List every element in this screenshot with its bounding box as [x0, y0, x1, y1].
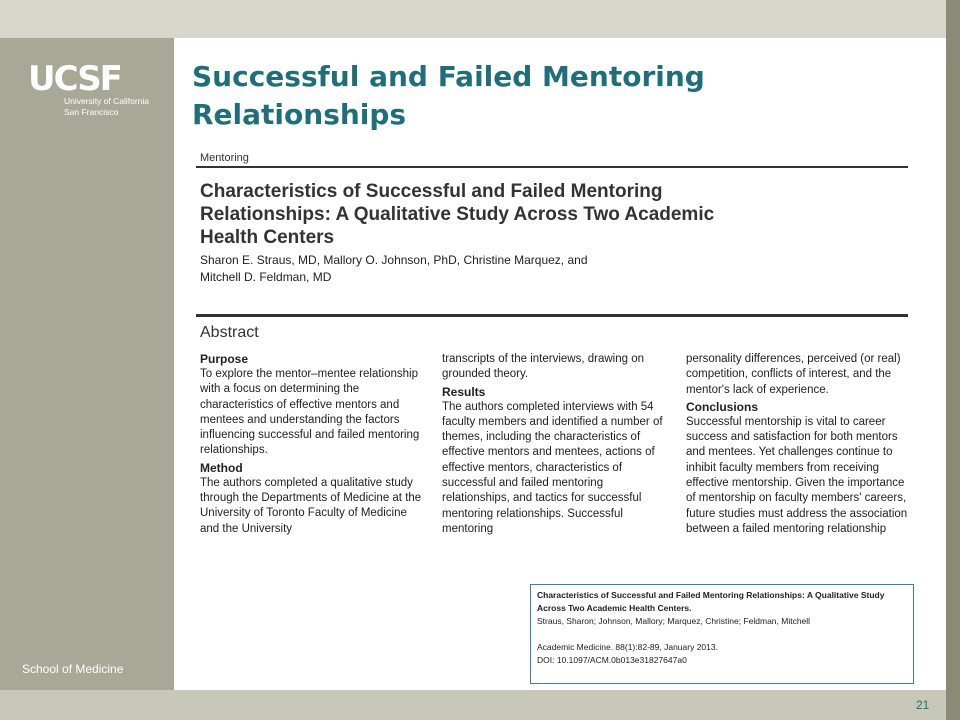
purpose-heading: Purpose: [200, 352, 249, 366]
ucsf-logo: [28, 59, 150, 118]
reference-title: Characteristics of Successful and Failed Mentoring Relationships: A Qualitative Study Across Two Academic Health Centers.: [537, 590, 885, 613]
sidebar: [0, 38, 174, 690]
slide-title: Successful and Failed Mentoring Relationships: [192, 60, 705, 131]
divider: [196, 314, 908, 317]
method-text: The authors completed a qualitative study through the Departments of Medicine at the University of Toronto Faculty of Medicine and the University: [200, 476, 422, 535]
results-continued-text: personality differences, perceived (or real) competition, conflicts of interest, and the mentor's lack of experience.: [686, 353, 901, 396]
right-edge-bar: [946, 0, 960, 720]
school-label: School of Medicine: [22, 662, 124, 676]
abstract-column-3: [686, 352, 908, 539]
method-heading: Method: [200, 460, 243, 475]
spacer: [537, 628, 907, 641]
logo-line-1: University of California: [64, 96, 150, 106]
reference-authors: Straus, Sharon; Johnson, Mallory; Marquez, Christine; Feldman, Mitchell: [537, 616, 811, 626]
reference-doi: DOI: 10.1097/ACM.0b013e31827647a0: [537, 655, 687, 665]
conclusions-heading: Conclusions: [686, 399, 759, 414]
abstract-column-2: [442, 352, 664, 539]
logo-line-2: San Francisco: [64, 107, 119, 117]
purpose-text: To explore the mentor–mentee relationship with a focus on determining the characteristics of effective mentors and mentees and understanding the factors influencing successful and failed mentoring relationships.: [200, 368, 420, 457]
page-number: 21: [916, 698, 930, 712]
paper-excerpt: [196, 148, 910, 542]
paper-section-label: Mentoring: [200, 152, 249, 164]
conclusions-text: Successful mentorship is vital to career success and satisfaction for both mentors and mentees. Yet challenges continue to inhibit faculty members from receiving effective mentorship. Given the importance of mentorship on faculty members' careers, future studies must address the association between a failed mentoring relationship: [686, 415, 908, 535]
reference-journal: Academic Medicine. 88(1):82-89, January 2013.: [537, 642, 718, 652]
abstract-column-1: [200, 352, 422, 539]
paper-title: Characteristics of Successful and Failed Mentoring Relationships: A Qualitative Study Across Two Academic Health Centers: [200, 181, 715, 248]
method-continued-text: transcripts of the interviews, drawing on grounded theory.: [442, 353, 644, 381]
reference-box: [530, 584, 914, 684]
top-bar: [0, 0, 946, 38]
divider: [196, 166, 908, 168]
results-text: The authors completed interviews with 54 faculty members and identified a number of themes, including the characteristics of effective mentors and mentees, actions of effective mentors, characteristics of successful and failed mentoring relationships, and tactics for successful mentoring relationships. Successful mentoring: [442, 400, 663, 535]
logo-mark: UCSF: [28, 59, 121, 99]
paper-authors: Sharon E. Straus, MD, Mallory O. Johnson, PhD, Christine Marquez, and Mitchell D. Feldman, MD: [200, 253, 588, 284]
results-heading: Results: [442, 384, 486, 399]
abstract-heading: Abstract: [200, 324, 259, 341]
